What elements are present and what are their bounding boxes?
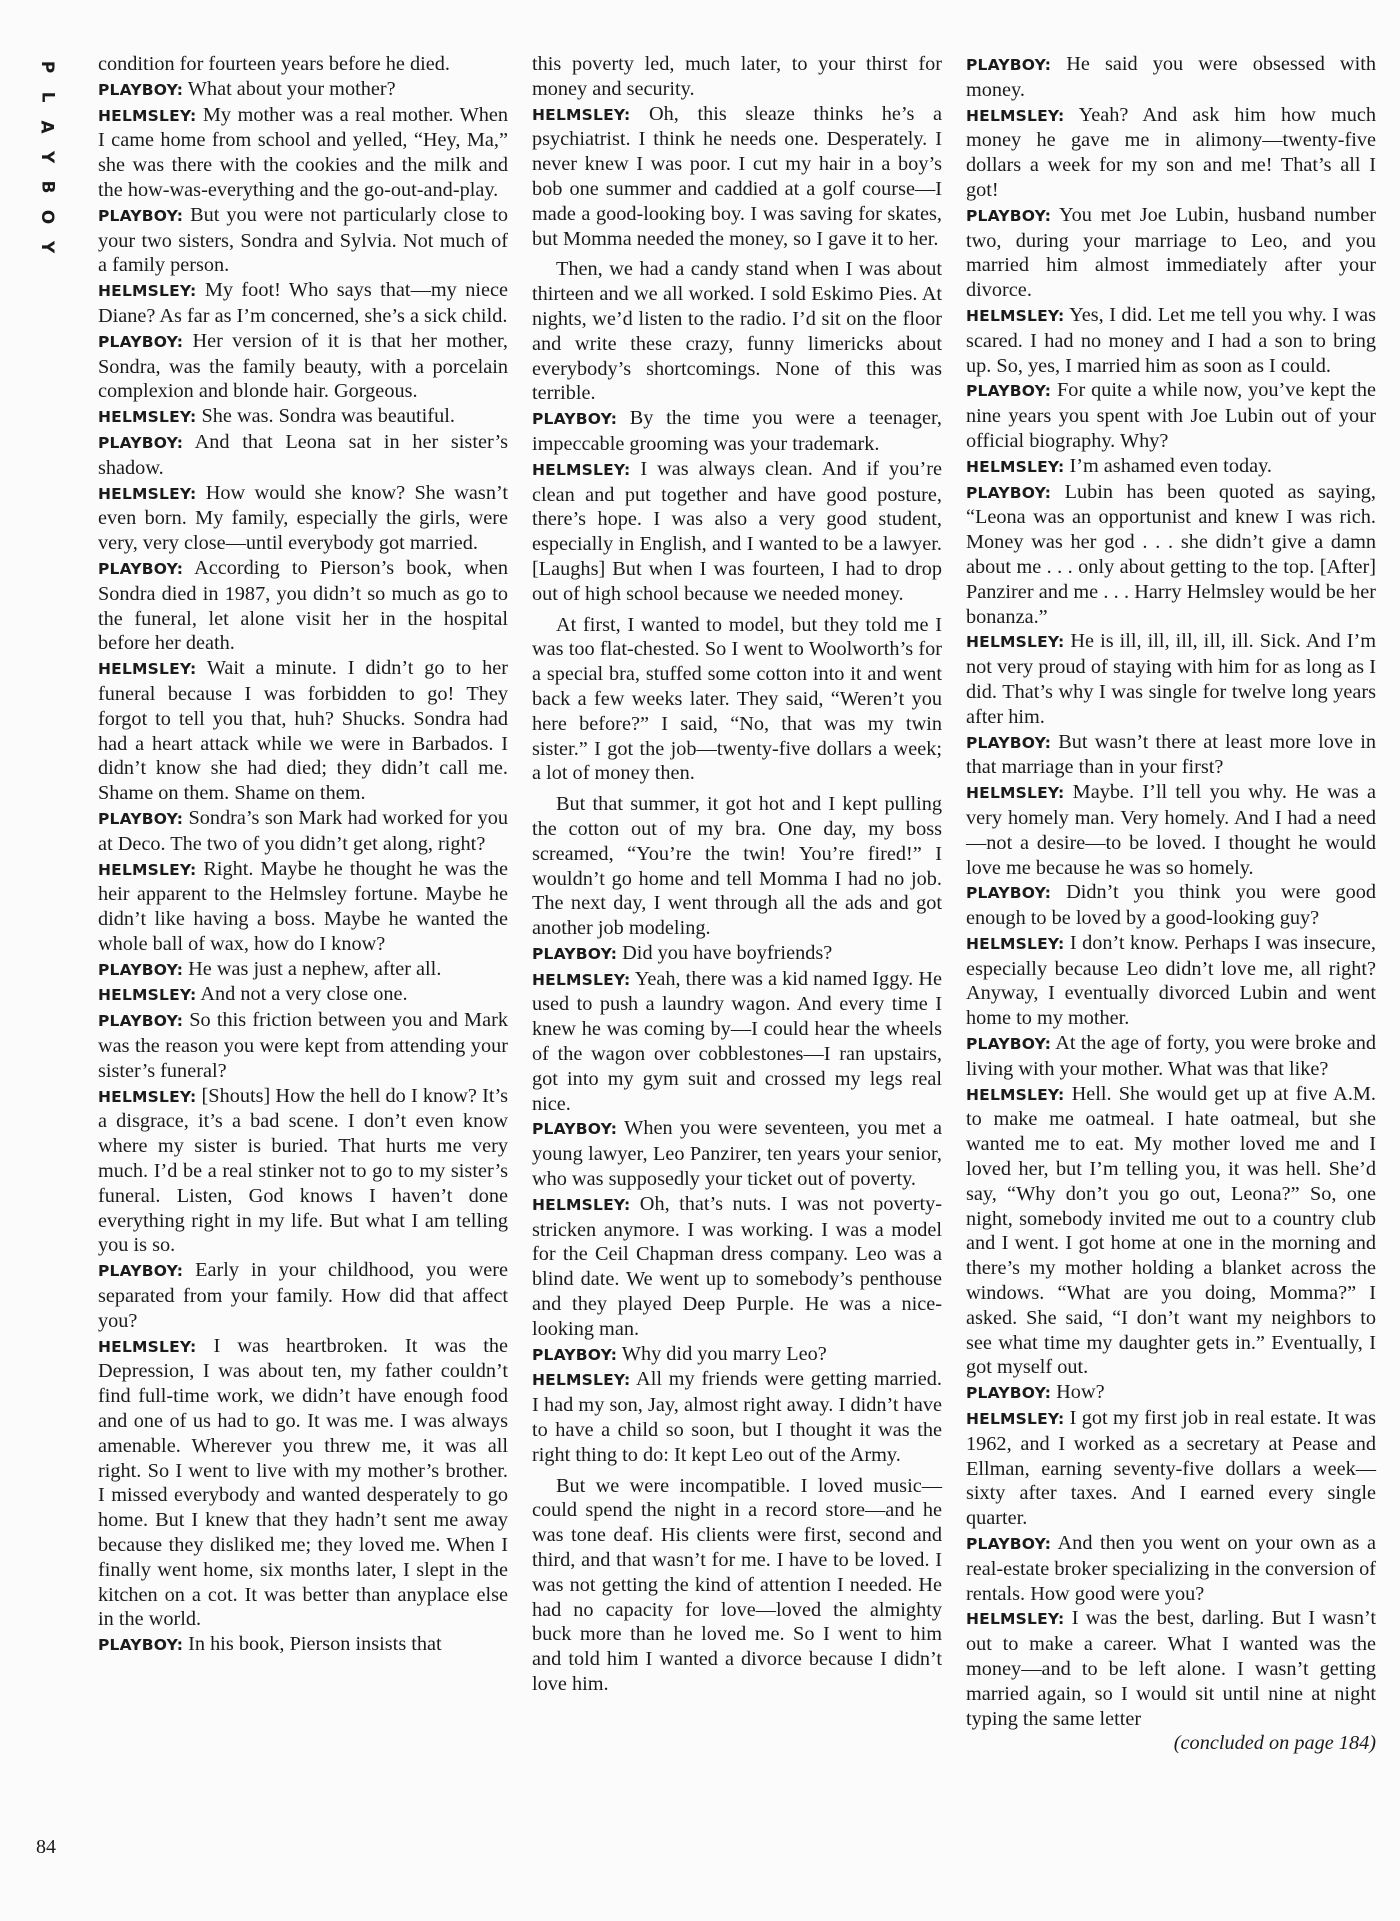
interview-exchange bbox=[966, 1406, 1376, 1531]
interview-exchange bbox=[98, 1084, 508, 1259]
paragraph-text: You met Joe Lubin, husband number two, during your marriage to Leo, and you married him almost immediately after your divorce. bbox=[966, 203, 1376, 302]
paragraph-text: What about your mother? bbox=[183, 77, 396, 100]
interview-exchange bbox=[966, 1380, 1376, 1406]
speaker-label: PLAYBOY: bbox=[98, 332, 184, 351]
paragraph-text: And that Leona sat in her sister’s shadow. bbox=[98, 430, 508, 479]
article-column-1 bbox=[98, 52, 508, 1658]
speaker-label: HELMSLEY: bbox=[966, 106, 1065, 125]
paragraph-text: Oh, this sleaze thinks he’s a psychiatrist. I think he needs one. Desperately. I never knew I was poor. I cut my hair in a boy’s bob one summer and caddied at a golf course—I made a good-looking boy. I was saving for skates, but Momma needed the money, so I gave it to her. bbox=[532, 102, 942, 250]
paragraph-text: But we were incompatible. I loved music—could spend the night in a record store—and he was tone deaf. His clients were first, second and third, and that wasn’t for me. I have to be loved. I was not getting the kind of attention I needed. He had no capacity for love—loved the almighty buck more than he loved me. So I went to him and told him I wanted a divorce because I didn’t love him. bbox=[532, 1474, 942, 1695]
interview-exchange bbox=[98, 404, 508, 430]
paragraph-text: How would she know? She wasn’t even born. My family, especially the girls, were very, very close—until everybody got married. bbox=[98, 481, 508, 555]
interview-exchange bbox=[966, 880, 1376, 931]
interview-exchange bbox=[966, 378, 1376, 453]
speaker-label: PLAYBOY: bbox=[98, 80, 184, 99]
interview-exchange bbox=[98, 806, 508, 857]
speaker-label: PLAYBOY: bbox=[966, 382, 1052, 401]
speaker-label: HELMSLEY: bbox=[966, 1410, 1065, 1429]
interview-exchange bbox=[532, 1367, 942, 1467]
interview-exchange bbox=[98, 481, 508, 556]
interview-exchange bbox=[98, 278, 508, 329]
continuation-note: (concluded on page 184) bbox=[1173, 1732, 1376, 1755]
interview-exchange bbox=[966, 480, 1376, 630]
interview-exchange bbox=[966, 203, 1376, 303]
speaker-label: PLAYBOY: bbox=[532, 944, 618, 963]
masthead-letter: P bbox=[37, 60, 57, 74]
paragraph-text: He is ill, ill, ill, ill, ill. Sick. And I’m not very proud of staying with him for as long as I did. That’s why I was single for twelve long years after him. bbox=[966, 630, 1376, 728]
speaker-label: HELMSLEY: bbox=[98, 860, 197, 879]
paragraph bbox=[532, 613, 942, 787]
interview-exchange bbox=[966, 103, 1376, 203]
speaker-label: HELMSLEY: bbox=[98, 408, 197, 427]
interview-exchange bbox=[532, 457, 942, 607]
paragraph-text: And not a very close one. bbox=[196, 983, 408, 1006]
interview-exchange bbox=[98, 430, 508, 481]
speaker-label: PLAYBOY: bbox=[966, 206, 1052, 225]
interview-exchange bbox=[966, 303, 1376, 378]
interview-exchange bbox=[532, 1192, 942, 1342]
paragraph-text: But that summer, it got hot and I kept pulling the cotton out of my bra. One day, my boss screamed, “You’re the twin! You’re fired!” I wouldn’t go home and tell Momma I had no job. The next day, I went through all the ads and got another job modeling. bbox=[532, 793, 942, 940]
speaker-label: PLAYBOY: bbox=[966, 56, 1052, 74]
speaker-label: PLAYBOY: bbox=[532, 1120, 618, 1139]
speaker-label: PLAYBOY: bbox=[98, 1262, 184, 1281]
paragraph bbox=[98, 52, 508, 77]
paragraph-text: [Shouts] How the hell do I know? It’s a disgrace, it’s a bad scene. I don’t even know where my sister is buried. That hurts me very much. I’d be a real stinker not to go to my sister’s funeral. Listen, God knows I haven’t done everything right in my life. But what I am telling you is so. bbox=[98, 1084, 508, 1257]
masthead-letter: B bbox=[37, 180, 57, 194]
paragraph bbox=[532, 257, 942, 406]
paragraph-text: I got my first job in real estate. It was 1962, and I worked as a secretary at Pease and Ellman, earning seventy-five dollars a week—sixty after taxes. And I earned every single quarter. bbox=[966, 1407, 1376, 1530]
interview-exchange bbox=[966, 1031, 1376, 1082]
speaker-label: PLAYBOY: bbox=[98, 1012, 184, 1031]
paragraph-text: condition for fourteen years before he died. bbox=[98, 53, 450, 75]
interview-exchange bbox=[98, 556, 508, 656]
interview-exchange bbox=[532, 1342, 942, 1368]
speaker-label: HELMSLEY: bbox=[98, 1087, 197, 1106]
paragraph-text: He was just a nephew, after all. bbox=[183, 957, 442, 980]
speaker-label: PLAYBOY: bbox=[966, 483, 1052, 502]
speaker-label: PLAYBOY: bbox=[966, 733, 1052, 752]
paragraph-text: According to Pierson’s book, when Sondra died in 1987, you didn’t so much as go to the funeral, let alone visit her in the hospital before her death. bbox=[98, 556, 508, 655]
interview-exchange bbox=[98, 103, 508, 203]
speaker-label: HELMSLEY: bbox=[98, 282, 197, 301]
speaker-label: HELMSLEY: bbox=[966, 633, 1065, 652]
speaker-label: PLAYBOY: bbox=[966, 1535, 1052, 1554]
paragraph-text: this poverty led, much later, to your thirst for money and security. bbox=[532, 53, 942, 100]
speaker-label: PLAYBOY: bbox=[966, 1035, 1052, 1054]
paragraph-text: So this friction between you and Mark was the reason you were kept from attending your sister’s funeral? bbox=[98, 1009, 508, 1082]
paragraph-text: At the age of forty, you were broke and living with your mother. What was that like? bbox=[966, 1032, 1376, 1080]
paragraph-text: Her version of it is that her mother, Sondra, was the family beauty, with a porcelain complexion and blonde hair. Gorgeous. bbox=[98, 329, 508, 403]
speaker-label: PLAYBOY: bbox=[98, 433, 184, 452]
masthead-logo bbox=[36, 52, 58, 262]
speaker-label: HELMSLEY: bbox=[966, 306, 1065, 325]
paragraph-text: And then you went on your own as a real-estate broker specializing in the conversion of rentals. How good were you? bbox=[966, 1532, 1376, 1605]
interview-exchange bbox=[532, 967, 942, 1117]
speaker-label: HELMSLEY: bbox=[532, 460, 631, 479]
masthead-letter: L bbox=[37, 91, 57, 103]
paragraph bbox=[532, 52, 942, 102]
speaker-label: HELMSLEY: bbox=[98, 1337, 197, 1356]
paragraph-text: Early in your childhood, you were separated from your family. How did that affect you? bbox=[98, 1259, 508, 1332]
interview-exchange bbox=[532, 102, 942, 252]
interview-exchange bbox=[98, 957, 508, 983]
masthead-letter: Y bbox=[37, 150, 57, 164]
paragraph bbox=[532, 792, 942, 941]
speaker-label: PLAYBOY: bbox=[98, 809, 184, 828]
interview-exchange bbox=[98, 77, 508, 103]
interview-exchange bbox=[966, 1082, 1376, 1381]
interview-exchange bbox=[98, 1334, 508, 1633]
interview-exchange bbox=[532, 941, 942, 967]
paragraph-text: For quite a while now, you’ve kept the nine years you spent with Joe Lubin out of your official biography. Why? bbox=[966, 379, 1376, 452]
interview-exchange bbox=[98, 656, 508, 806]
speaker-label: PLAYBOY: bbox=[532, 1345, 618, 1364]
speaker-label: HELMSLEY: bbox=[98, 106, 197, 125]
paragraph-text: Then, we had a candy stand when I was about thirteen and we all worked. I sold Eskimo Pies. At nights, we’d listen to the radio. I’d sit on the floor and write these crazy, funny limericks about everybody’s shortcomings. None of this was terrible. bbox=[532, 258, 942, 405]
paragraph-text: Wait a minute. I didn’t go to her funeral because I was forbidden to go! They forgot to tell you that, huh? Shucks. Sondra had had a heart attack while we were in Barbados. I didn’t know she had died; they didn’t call me. Shame on them. Shame on them. bbox=[98, 657, 508, 805]
speaker-label: HELMSLEY: bbox=[966, 457, 1065, 476]
interview-exchange bbox=[98, 857, 508, 957]
paragraph-text: Right. Maybe he thought he was the heir apparent to the Helmsley fortune. Maybe he didn’t like having a boss. Maybe he wanted the whole ball of wax, how do I know? bbox=[98, 857, 508, 955]
masthead-letter: A bbox=[36, 120, 57, 134]
paragraph-text: But you were not particularly close to your two sisters, Sondra and Sylvia. Not much of a family person. bbox=[98, 203, 508, 277]
interview-exchange bbox=[966, 730, 1376, 781]
speaker-label: PLAYBOY: bbox=[532, 410, 618, 429]
interview-exchange bbox=[966, 52, 1376, 103]
paragraph-text: All my friends were getting married. I had my son, Jay, almost right away. I didn’t have to have a child so soon, but I thought it was the right thing to do: It kept Leo out of the Army. bbox=[532, 1368, 942, 1466]
speaker-label: HELMSLEY: bbox=[532, 105, 631, 124]
speaker-label: PLAYBOY: bbox=[966, 1384, 1052, 1403]
interview-exchange bbox=[966, 1531, 1376, 1606]
masthead-letter: O bbox=[36, 209, 57, 225]
interview-exchange bbox=[966, 780, 1376, 880]
speaker-label: PLAYBOY: bbox=[98, 206, 184, 225]
paragraph-text: Did you have boyfriends? bbox=[617, 941, 833, 964]
speaker-label: HELMSLEY: bbox=[966, 934, 1065, 953]
speaker-label: PLAYBOY: bbox=[98, 559, 184, 578]
paragraph-text: Didn’t you think you were good enough to be loved by a good-looking guy? bbox=[966, 881, 1376, 930]
speaker-label: HELMSLEY: bbox=[532, 1195, 631, 1214]
interview-exchange bbox=[98, 1008, 508, 1083]
paragraph-text: How? bbox=[1051, 1381, 1105, 1404]
paragraph-text: When you were seventeen, you met a young lawyer, Leo Panzirer, ten years your senior, who was supposedly your ticket out of poverty. bbox=[532, 1117, 942, 1191]
article-column-2 bbox=[532, 52, 942, 1697]
paragraph-text: I don’t know. Perhaps I was insecure, especially because Leo didn’t love me, all right? Anyway, I eventually divorced Lubin and went home to my mother. bbox=[966, 931, 1376, 1030]
paragraph-text: Hell. She would get up at five A.M. to make me oatmeal. I hate oatmeal, but she wanted me to eat. My mother loved me and I loved her, but I’m telling you, it was hell. She’d say, “Why don’t you go out, Leona?” So, one night, somebody invited me out to a country club and I went. I got home at one in the morning and there’s my mother holding a blanket across the windows. “What are you doing, Momma?” I asked. She said, “I don’t want my neighbors to see what time my daughter gets in.” Eventually, I got myself out. bbox=[966, 1082, 1376, 1379]
interview-exchange bbox=[98, 1632, 508, 1658]
paragraph-text: My foot! Who says that—my niece Diane? As far as I’m concerned, she’s a sick child. bbox=[98, 279, 508, 327]
paragraph-text: I’m ashamed even today. bbox=[1064, 454, 1272, 477]
paragraph-text: Lubin has been quoted as saying, “Leona was an opportunist and knew I was rich. Money was her god . . . she didn’t give a damn about me . . . only about getting to the top. [After] Panzirer and me . . . Harry Helmsley would be her bonanza.” bbox=[966, 480, 1376, 628]
speaker-label: HELMSLEY: bbox=[98, 660, 197, 679]
paragraph-text: In his book, Pierson insists that bbox=[183, 1633, 442, 1656]
interview-exchange bbox=[966, 1606, 1376, 1731]
paragraph-text: But wasn’t there at least more love in that marriage than in your first? bbox=[966, 730, 1376, 779]
paragraph-text: Yeah, there was a kid named Iggy. He used to push a laundry wagon. And every time I knew he was coming by—I could hear the wheels of the wagon over cobblestones—I ran upstairs, got into my gym suit and crossed my legs real nice. bbox=[532, 967, 942, 1115]
paragraph-text: I was heartbroken. It was the Depression, I was about ten, my father couldn’t find full-time work, we didn’t have enough food and one of us had to go. It was me. I was always amenable. Wherever you threw me, it was all right. So I went to live with my mother’s brother. I missed everybody and wanted desperately to go home. But I knew that they hadn’t sent me away because they disliked me; they loved me. When I finally went home, six months later, I slept in the kitchen on a cot. It was better than anyplace else in the world. bbox=[98, 1334, 508, 1631]
speaker-label: HELMSLEY: bbox=[532, 970, 631, 989]
interview-exchange bbox=[532, 406, 942, 457]
article-column-3 bbox=[966, 52, 1376, 1756]
paragraph-text: Sondra’s son Mark had worked for you at Deco. The two of you didn’t get along, right? bbox=[98, 806, 508, 855]
paragraph-text: By the time you were a teenager, impeccable grooming was your trademark. bbox=[532, 407, 942, 455]
interview-exchange bbox=[98, 1258, 508, 1333]
paragraph-text: He said you were obsessed with money. bbox=[966, 53, 1376, 101]
speaker-label: HELMSLEY: bbox=[98, 986, 197, 1005]
interview-exchange bbox=[98, 982, 508, 1008]
paragraph bbox=[532, 1474, 942, 1697]
paragraph-text: At first, I wanted to model, but they told me I was too flat-chested. So I went to Woolworth’s for a special bra, stuffed some cotton into it and went back a few weeks later. They said, “Weren’t you here before?” I said, “No, that was my twin sister.” I got the job—twenty-five dollars a week; a lot of money then. bbox=[532, 613, 942, 785]
paragraph-text: She was. Sondra was beautiful. bbox=[196, 405, 455, 428]
interview-exchange bbox=[98, 203, 508, 278]
speaker-label: HELMSLEY: bbox=[966, 1610, 1065, 1629]
speaker-label: HELMSLEY: bbox=[98, 484, 197, 503]
paragraph-text: Why did you marry Leo? bbox=[617, 1342, 827, 1365]
masthead-letter: Y bbox=[37, 240, 57, 254]
speaker-label: PLAYBOY: bbox=[98, 1636, 184, 1655]
speaker-label: PLAYBOY: bbox=[98, 960, 184, 979]
speaker-label: HELMSLEY: bbox=[966, 1085, 1065, 1104]
paragraph-text: Yeah? And ask him how much money he gave me in alimony—twenty-five dollars a week for my son and me! That’s all I got! bbox=[966, 103, 1376, 201]
interview-exchange bbox=[966, 931, 1376, 1031]
speaker-label: PLAYBOY: bbox=[966, 884, 1052, 903]
interview-exchange bbox=[98, 329, 508, 404]
paragraph-text: I was the best, darling. But I wasn’t out to make a career. What I wanted was the money—and to be left alone. I wasn’t getting married again, so I would sit until nine at night typing the same letter bbox=[966, 1607, 1376, 1730]
interview-exchange bbox=[966, 454, 1376, 480]
page-number: 84 bbox=[36, 1836, 56, 1858]
interview-exchange bbox=[532, 1116, 942, 1191]
paragraph-text: Oh, that’s nuts. I was not poverty-stricken anymore. I was working. I was a model for the Ceil Chapman dress company. Leo was a blind date. We went up to somebody’s penthouse and they played Deep Purple. He was a nice-looking man. bbox=[532, 1192, 942, 1340]
paragraph-text: Maybe. I’ll tell you why. He was a very homely man. Very homely. And I had a need—not a desire—to be loved. I thought he would love me because he was so homely. bbox=[966, 781, 1376, 879]
paragraph-text: I was always clean. And if you’re clean and put together and have good posture, there’s hope. I was also a very good student, especially in English, and I wanted to be a lawyer. [Laughs] But when I was fourteen, I had to drop out of high school because we needed money. bbox=[532, 457, 942, 605]
interview-exchange bbox=[966, 629, 1376, 729]
speaker-label: HELMSLEY: bbox=[532, 1371, 631, 1390]
paragraph-text: Yes, I did. Let me tell you why. I was scared. I had no money and I had a son to bring up. So, yes, I married him as soon as I could. bbox=[966, 303, 1376, 377]
speaker-label: HELMSLEY: bbox=[966, 784, 1065, 803]
paragraph-text: My mother was a real mother. When I came home from school and yelled, “Hey, Ma,” she was there with the cookies and the milk and the how-was-everything and the go-out-and-play. bbox=[98, 103, 508, 201]
